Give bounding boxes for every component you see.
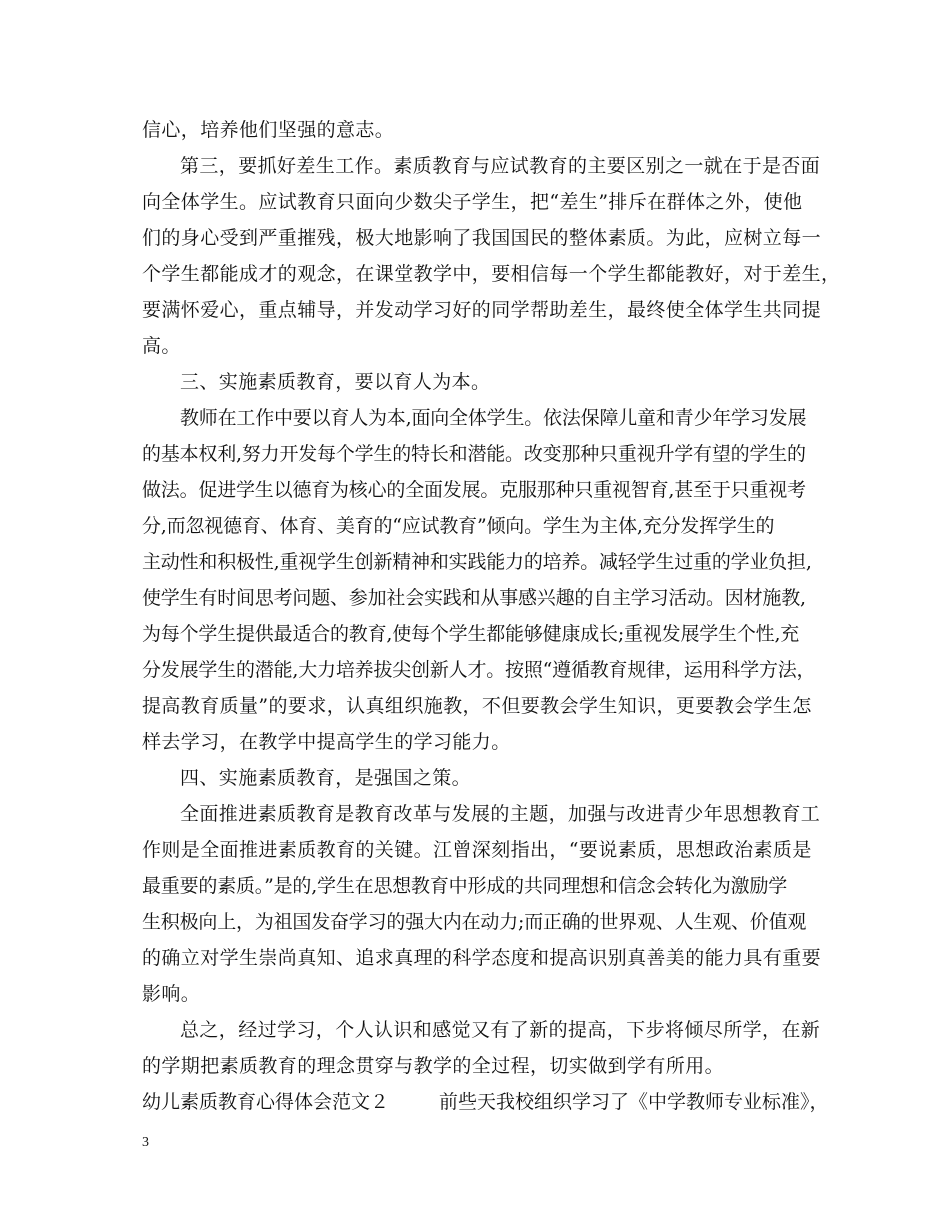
paragraph-line: 分发展学生的潜能,大力培养拔尖创新人才。按照“遵循教育规律，运用科学方法， (142, 659, 816, 681)
paragraph-line: 要满怀爱心，重点辅导，并发动学习好的同学帮助差生，最终使全体学生共同提 (142, 299, 822, 321)
paragraph-line: 分,而忽视德育、体育、美育的“应试教育”倾向。学生为主体,充分发挥学生的 (142, 515, 775, 537)
next-section-line (142, 1084, 829, 1120)
paragraph-line: 向全体学生。应试教育只面向少数尖子学生，把“差生”排斥在群体之外，使他 (142, 191, 803, 213)
paragraph-line: 的学期把素质教育的理念贯穿与教学的全过程，切实做到学有所用。 (142, 1055, 725, 1077)
paragraph-line: 做法。促进学生以德育为核心的全面发展。克服那种只重视智育,甚至于只重视考 (142, 479, 806, 501)
next-section-intro: 前些天我校组织学习了《中学教师专业标准》， (439, 1091, 829, 1113)
paragraph-line: 提高教育质量”的要求，认真组织施教，不但要教会学生知识，更要教会学生怎 (142, 695, 812, 717)
paragraph-line: 生积极向上，为祖国发奋学习的强大内在动力;而正确的世界观、人生观、价值观 (142, 911, 807, 933)
section-heading: 四、实施素质教育，是强国之策。 (180, 767, 472, 789)
paragraph-line: 最重要的素质。”是的,学生在思想教育中形成的共同理想和信念会转化为激励学 (142, 875, 788, 897)
page-number: 3 (142, 1135, 149, 1150)
paragraph-line: 个学生都能成才的观念，在课堂教学中，要相信每一个学生都能教好，对于差生， (142, 263, 841, 285)
paragraph-line: 信心，培养他们坚强的意志。 (142, 119, 395, 141)
paragraph-line: 总之，经过学习，个人认识和感觉又有了新的提高，下步将倾尽所学，在新 (180, 1019, 821, 1041)
paragraph-line: 高。 (142, 335, 181, 357)
document-body (142, 112, 841, 1120)
paragraph-line: 样去学习，在教学中提高学生的学习能力。 (142, 731, 511, 753)
paragraph-line: 作则是全面推进素质教育的关键。江曾深刻指出，“要说素质，思想政治素质是 (142, 839, 812, 861)
paragraph-line: 使学生有时间思考问题、参加社会实践和从事感兴趣的自主学习活动。因材施教, (142, 587, 806, 609)
paragraph-line: 为每个学生提供最适合的教育,使每个学生都能够健康成长;重视发展学生个性,充 (142, 623, 800, 645)
paragraph-line: 的基本权利,努力开发每个学生的特长和潜能。改变那种只重视升学有望的学生的 (142, 443, 806, 465)
paragraph-line: 影响。 (142, 983, 201, 1005)
paragraph-line: 全面推进素质教育是教育改革与发展的主题，加强与改进青少年思想教育工 (180, 803, 821, 825)
section-heading: 三、实施素质教育，要以育人为本。 (180, 371, 491, 393)
paragraph-line: 主动性和积极性,重视学生创新精神和实践能力的培养。减轻学生过重的学业负担, (142, 551, 812, 573)
paragraph-line: 教师在工作中要以育人为本,面向全体学生。依法保障儿童和青少年学习发展 (180, 407, 807, 429)
next-section-title: 幼儿素质教育心得体会范文２ (142, 1091, 390, 1113)
paragraph-line: 第三，要抓好差生工作。素质教育与应试教育的主要区别之一就在于是否面 (180, 155, 821, 177)
paragraph-line: 的确立对学生崇尚真知、追求真理的科学态度和提高识别真善美的能力具有重要 (142, 947, 822, 969)
paragraph-line: 们的身心受到严重摧残，极大地影响了我国国民的整体素质。为此，应树立每一 (142, 227, 822, 249)
